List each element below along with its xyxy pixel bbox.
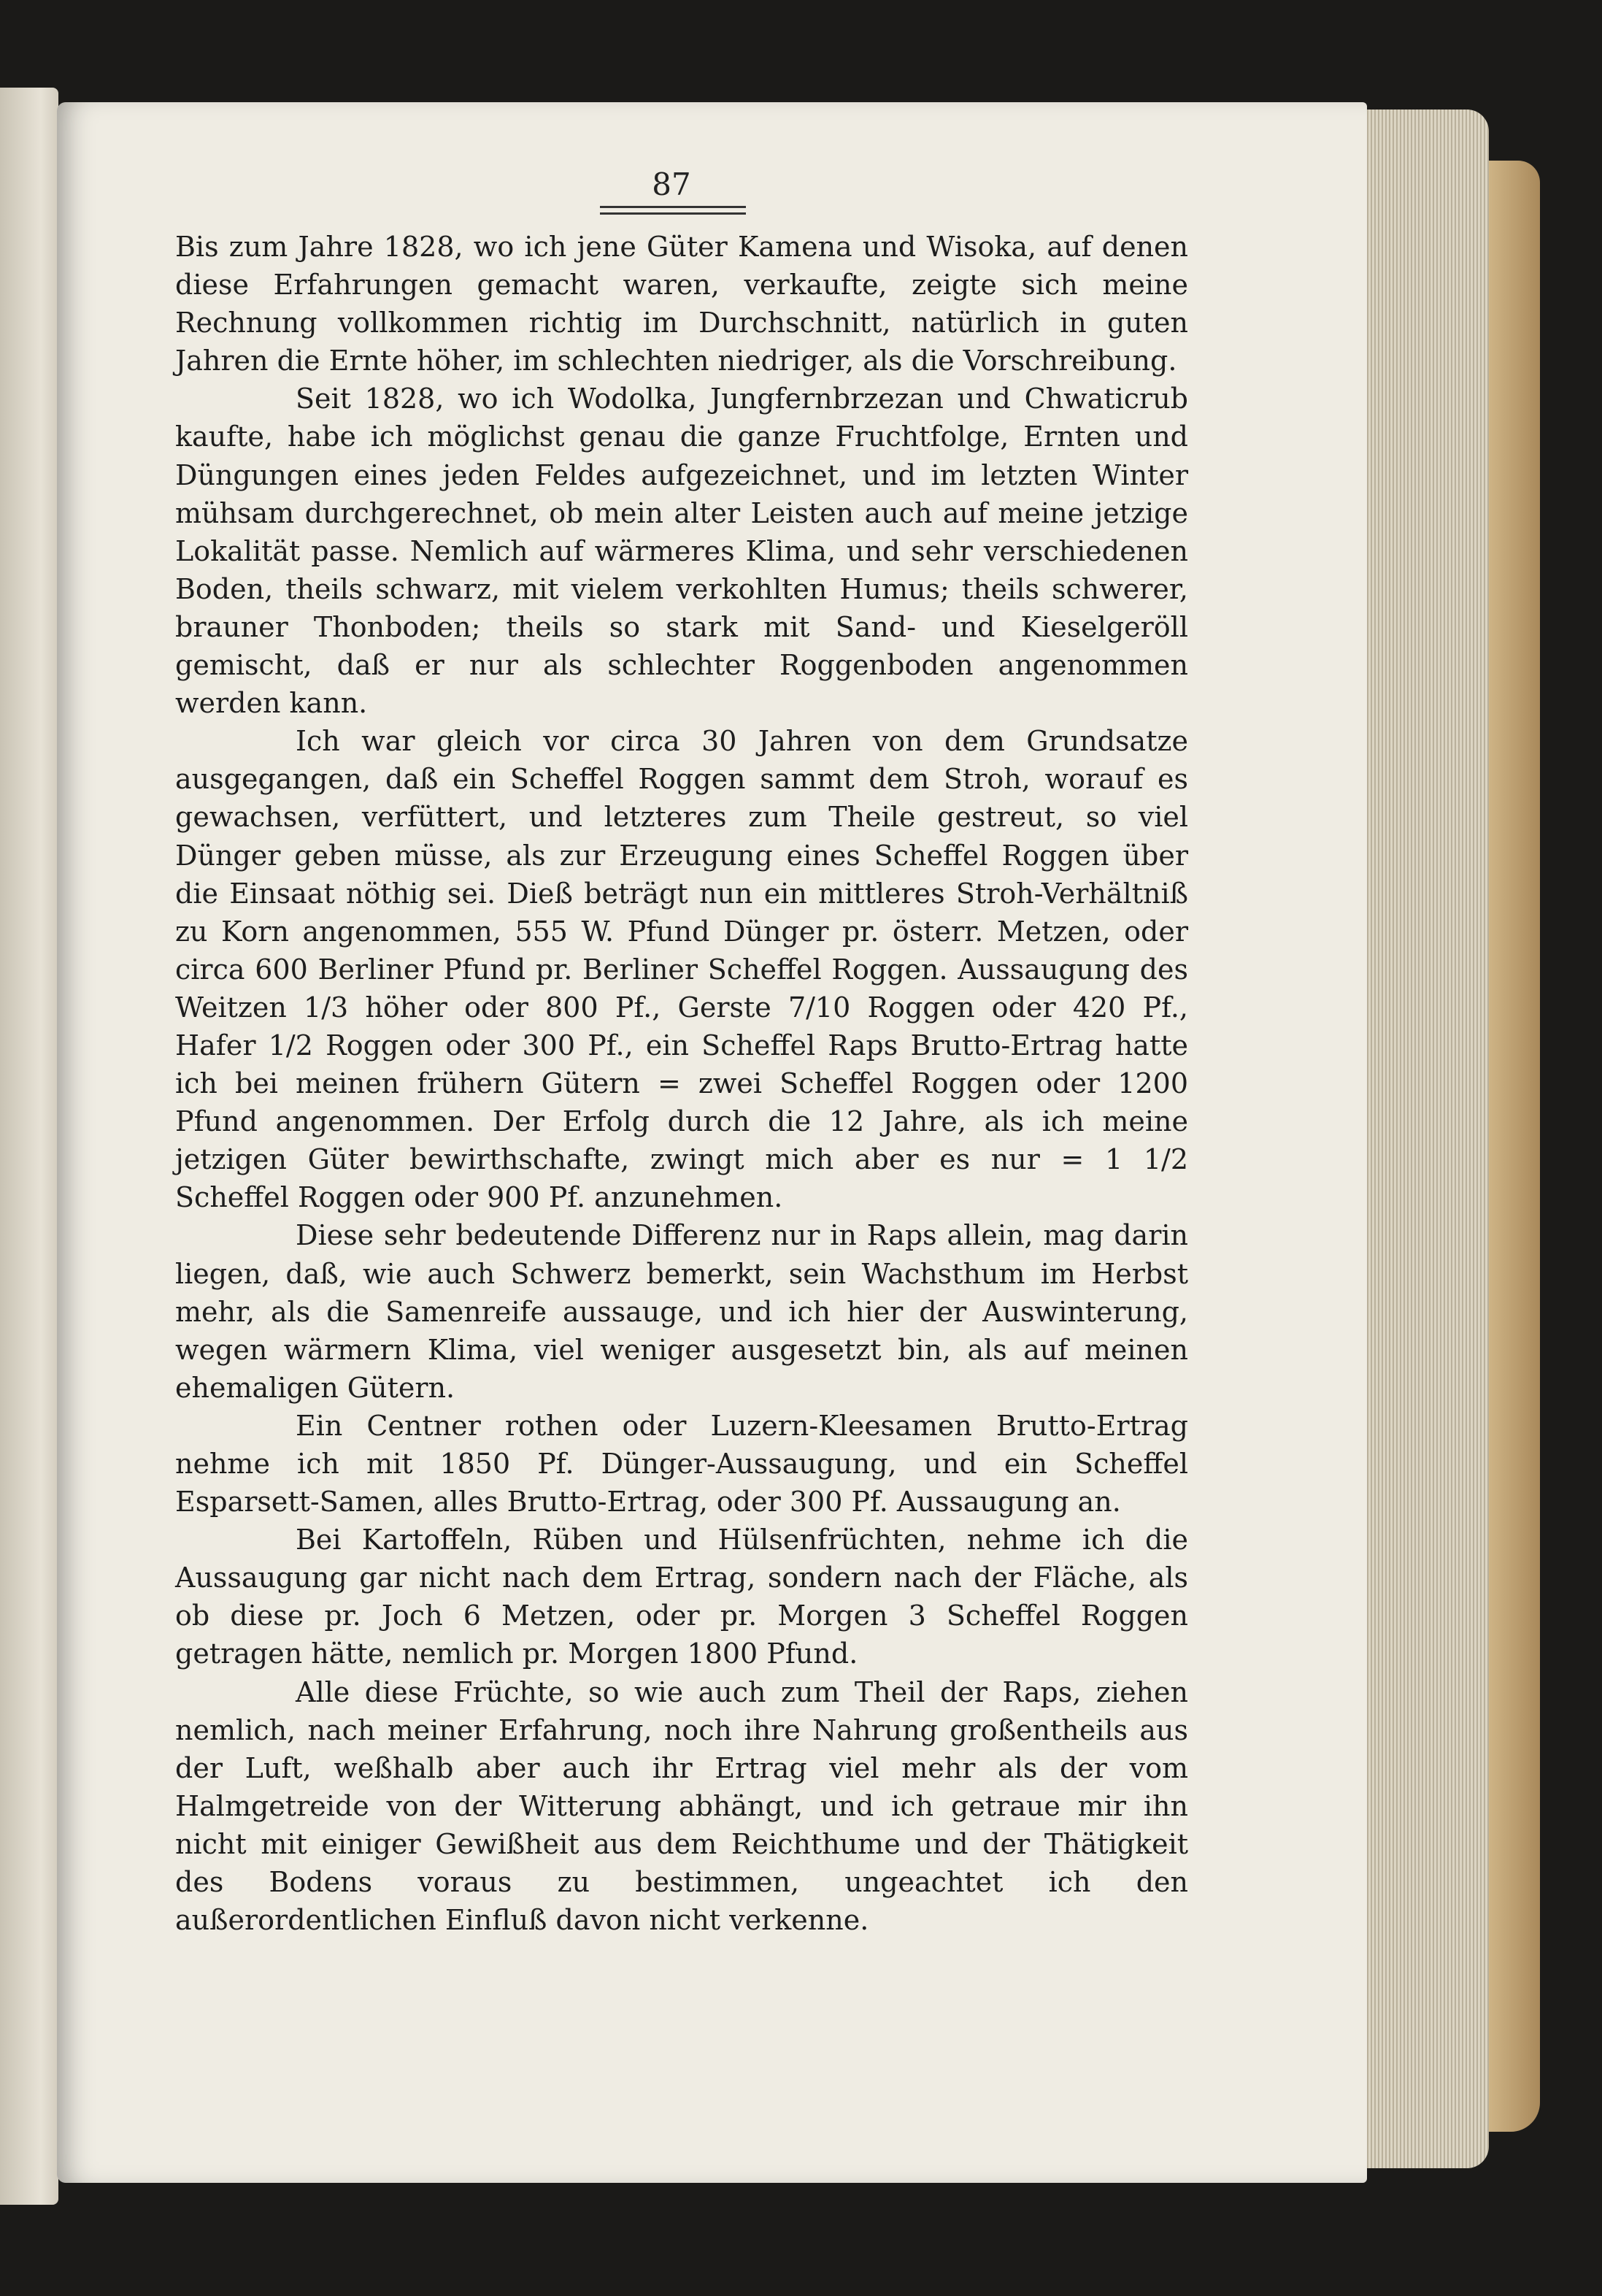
header-rule — [600, 212, 746, 215]
paragraph: Seit 1828, wo ich Wodolka, Jungfernbrzezan und Chwaticrub kaufte, habe ich möglichst genau die ganze Fruchtfolge, Ernten und Düngungen eines jeden Feldes aufgezeichnet, und im letzten Winter mühsam durchgerechnet, ob mein alter Leisten auch auf meine jetzige Lokalität passe. Nemlich auf wärmeres Klima, und sehr verschiedenen Boden, theils schwarz, mit vielem verkohlten Humus; theils schwerer, brauner Thonboden; theils so stark mit Sand- und Kieselgeröll gemischt, daß er nur als schlechter Roggenboden angenommen werden kann. — [175, 383, 1188, 720]
header-rule — [600, 206, 746, 208]
paragraph: Ein Centner rothen oder Luzern-Kleesamen Brutto-Ertrag nehme ich mit 1850 Pf. Dünger-Aussaugung, und ein Scheffel Esparsett-Samen, alles Brutto-Ertrag, oder 300 Pf. Aussaugung an. — [175, 1409, 1188, 1518]
body-text — [175, 228, 1188, 1939]
facing-page-edge — [0, 88, 58, 2205]
paragraph: Bei Kartoffeln, Rüben und Hülsenfrüchten, nehme ich die Aussaugung gar nicht nach dem Ertrag, sondern nach der Fläche, als ob diese pr. Joch 6 Metzen, oder pr. Morgen 3 Scheffel Roggen getragen hätte, nemlich pr. Morgen 1800 Pfund. — [175, 1524, 1188, 1670]
paragraph: Diese sehr bedeutende Differenz nur in Raps allein, mag darin liegen, daß, wie auch Schwerz bemerkt, sein Wachsthum im Herbst mehr, als die Samenreife aussauge, und ich hier der Auswinterung, wegen wärmern Klima, viel weniger ausgesetzt bin, als auf meinen ehemaligen Gütern. — [175, 1219, 1188, 1404]
paragraph: Ich war gleich vor circa 30 Jahren von dem Grundsatze ausgegangen, daß ein Scheffel Roggen sammt dem Stroh, worauf es gewachsen, verfüttert, und letzteres zum Theile gestreut, so viel Dünger geben müsse, als zur Erzeugung eines Scheffel Roggen über die Einsaat nöthig sei. Dieß beträgt nun ein mittleres Stroh-Verhältniß zu Korn angenommen, 555 W. Pfund Dünger pr. österr. Metzen, oder circa 600 Berliner Pfund pr. Berliner Scheffel Roggen. Aussaugung des Weitzen 1/3 höher oder 800 Pf., Gerste 7/10 Roggen oder 420 Pf., Hafer 1/2 Roggen oder 300 Pf., ein Scheffel Raps Brutto-Ertrag hatte ich bei meinen frühern Gütern = zwei Scheffel Roggen oder 1200 Pfund angenommen. Der Erfolg durch die 12 Jahre, als ich meine jetzigen Güter bewirthschafte, zwingt mich aber es nur = 1 1/2 Scheffel Roggen oder 900 Pf. anzunehmen. — [175, 725, 1188, 1214]
paragraph: Bis zum Jahre 1828, wo ich jene Güter Kamena und Wisoka, auf denen diese Erfahrungen gemacht waren, verkaufte, zeigte sich meine Rechnung vollkommen richtig im Durchschnitt, natürlich in guten Jahren die Ernte höher, im schlechten niedriger, als die Vorschreibung. — [175, 231, 1188, 377]
page-number: 87 — [652, 166, 691, 202]
page-stack-edge — [1354, 110, 1489, 2168]
paragraph: Alle diese Früchte, so wie auch zum Theil der Raps, ziehen nemlich, nach meiner Erfahrung, noch ihre Nahrung großentheils aus der Luft, weßhalb aber auch ihr Ertrag viel mehr als der vom Halmgetreide von der Witterung abhängt, und ich getraue mir ihn nicht mit einiger Gewißheit aus dem Reichthume und der Thätigkeit des Bodens voraus zu bestimmen, ungeachtet ich den außerordentlichen Einfluß davon nicht verkenne. — [175, 1675, 1188, 1937]
